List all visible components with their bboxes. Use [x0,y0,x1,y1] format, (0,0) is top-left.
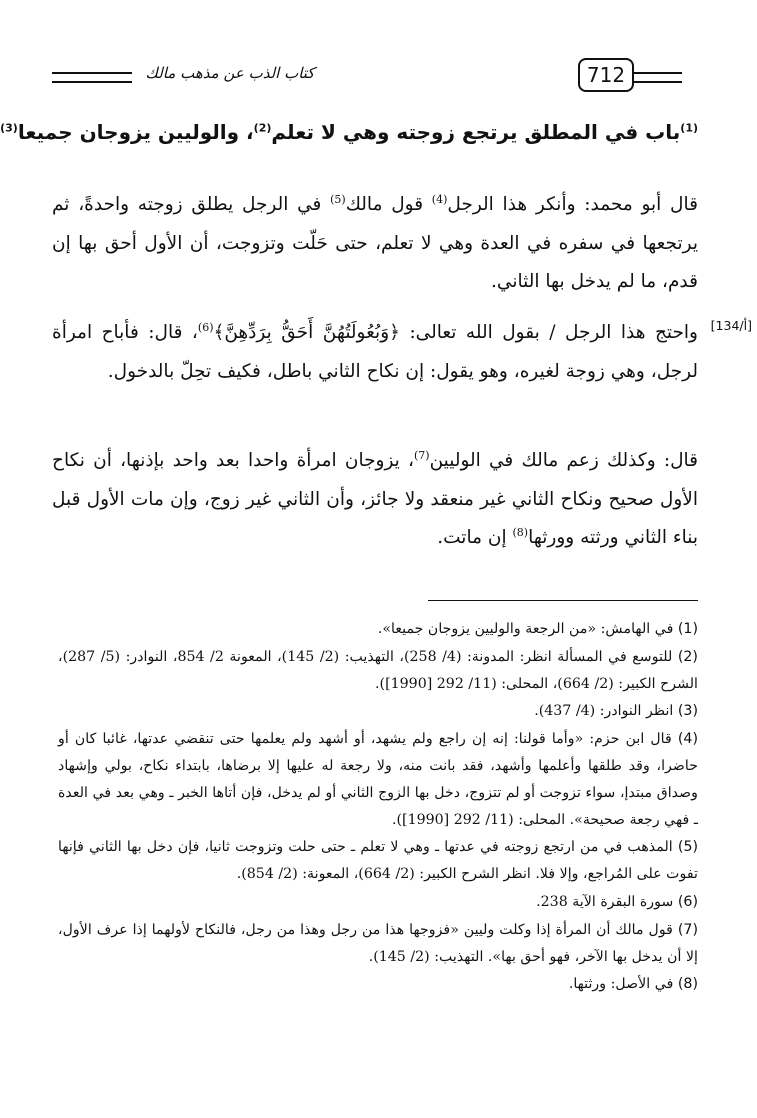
footnote [58,644,698,698]
footnote-number: (4) [677,731,698,748]
footnote-separator [428,600,698,601]
footnote-text: قال ابن حزم: «وأما قولنا: إنه إن راجع ولم يشهد، أو أشهد ولم يعلمها حتى تنقضي عدتها، غائبا كان أو حاضرا، وقد طلقها وأعلمها وأشهد، فقد بانت منه، ولا رجعة له عليها إلا برضاها، بابتداء نكاح، بولي وإشهاد وصداق مبتدإ، سواء تزوجت أو لم تتزوج، دخل بها الزوج الثاني أو لم يدخل، فإن أتاها الخبر ـ وهي بعد في العدة ـ فهي رجعة صحيحة». المحلى: (11/ 292 [1990]). [58,731,698,828]
footnote-text: المذهب في من ارتجع زوجته في عدتها ـ وهي لا تعلم ـ حتى حلت وتزوجت ثانيا، فإن دخل بها الثاني فإنها تفوت على المُراجع، وإلا فلا. انظر الشرح الكبير: (2/ 664)، المعونة: (2/ 854). [58,839,698,883]
footnote-number: (1) [677,621,698,637]
footnote [58,917,698,971]
footnote-text: للتوسع في المسألة انظر: المدونة: (4/ 258)، التهذيب: (2/ 145)، المعونة 2/ 854، النوادر: (5/ 287)، الشرح الكبير: (2/ 664)، المحلى: (11/ 292 [1990]). [58,648,698,692]
footnote [58,726,698,833]
paragraph-1 [52,186,698,302]
text: واحتج هذا الرجل / بقول الله تعالى: ﴿وَبُعُولَتُهُنَّ أَحَقُّ بِرَدِّهِنَّ﴾ [213,322,698,343]
footnote-ref: (7) [414,448,430,462]
footnote-number: (7) [677,921,698,938]
paragraph-3 [52,442,698,558]
header-rule-left [52,72,132,83]
footnote-ref: (6) [197,320,214,334]
chapter-title-part2: ، والوليين يزوجان جميعا [17,120,254,144]
footnote [58,889,698,916]
text: قال أبو محمد: وأنكر هذا الرجل [447,194,698,215]
footnote-text: سورة البقرة الآية 238. [536,893,674,910]
footnote-text: قول مالك أن المرأة إذا وكلت وليين «فزوجها هذا من رجل وهذا من رجل، فالنكاح لأولهما إذا عرف الأول، إلا أن يدخل بها الآخر، فهو أحق بها». التهذيب: (2/ 145). [58,921,698,965]
footnote [58,971,698,998]
footnote-ref: (3) [0,121,18,135]
footnote [58,698,698,725]
text: إن ماتت. [437,527,513,548]
footnote-ref: (4) [431,192,448,206]
footnote-ref: (1) [680,121,698,135]
footnote-ref: (8) [512,525,529,539]
footnote-text: في الهامش: «من الرجعة والوليين يزوجان جميعا». [377,621,674,637]
footnote-number: (8) [677,976,698,993]
footnote-ref: (5) [330,192,346,206]
header-rule-right [632,72,682,83]
text: قال: وكذلك زعم مالك في الوليين [429,450,698,471]
footnote-number: (2) [677,648,698,665]
text: قول مالك [345,194,432,215]
footnote-number: (3) [677,703,698,720]
footnote-text: في الأصل: ورثتها. [568,976,674,993]
book-title: كتاب الذب عن مذهب مالك [145,64,315,82]
footnote [58,834,698,888]
running-header [40,58,720,94]
footnotes [58,616,698,999]
chapter-heading [0,113,698,151]
footnote-number: (6) [677,893,698,910]
text: في الرجل يطلق زوجته واحدةً، ثم يرتجعها في سفره في العدة وهي لا تعلم، حتى حَلّت وتزوجت، أن الأول أحق بها إن قدم، ما لم يدخل بها الثاني. [52,194,698,292]
footnote-ref: (2) [253,121,272,135]
footnote-number: (5) [677,839,699,856]
text: ، يزوجان امرأة واحدا بعد واحد بإذنها، أن نكاح الأول صحيح ونكاح الثاني غير منعقد ولا جائز، وأن الثاني غير زوج، وإن مات الأول قبل بناء الثاني ورثته وورثها [52,450,698,548]
paragraph-2 [52,314,698,391]
footnote-text: انظر النوادر: (4/ 437). [534,703,674,720]
chapter-title-part1: باب في المطلق يرتجع زوجته وهي لا تعلم [271,120,681,144]
text: ، قال: فأباح امرأة لرجل، وهي زوجة لغيره، وهو يقول: إن نكاح الثاني باطل، فكيف تحِلّ بالدخول. [52,322,698,382]
footnote [58,616,698,643]
folio-margin-note: [134/أ] [710,318,752,333]
page-number: 712 [578,58,634,92]
